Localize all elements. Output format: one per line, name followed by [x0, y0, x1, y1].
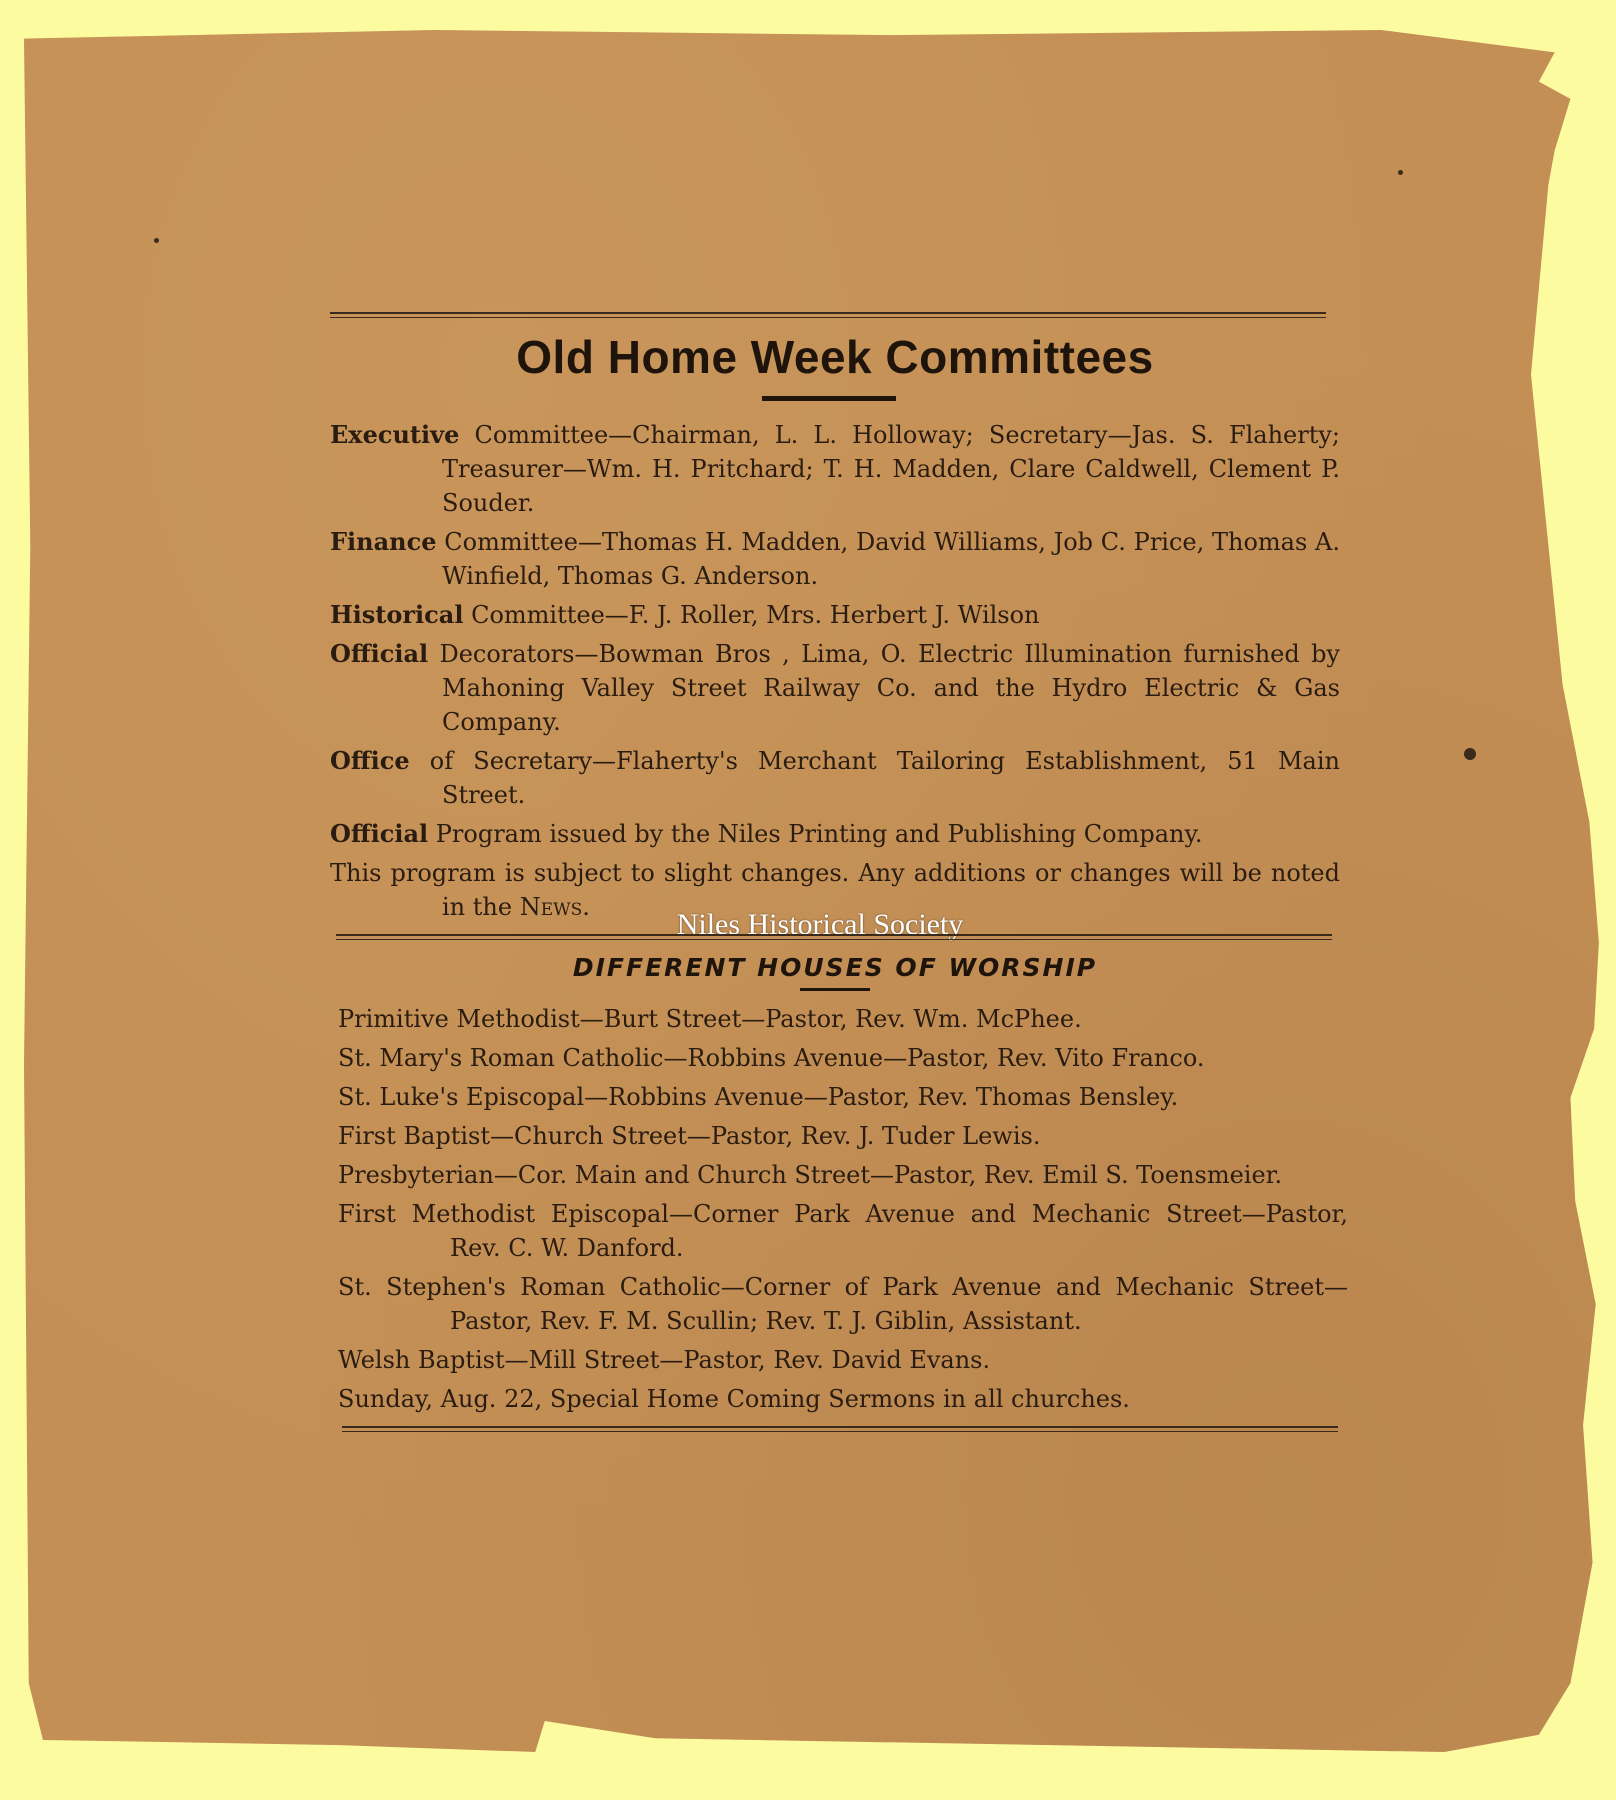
church-entry: Presbyterian—Cor. Main and Church Street—Pastor, Rev. Emil S. Toensmeier. — [338, 1161, 1283, 1189]
committee-list — [330, 418, 1340, 929]
bottom-rule — [342, 1426, 1338, 1432]
church-entry: St. Mary's Roman Catholic—Robbins Avenue—Pastor, Rev. Vito Franco. — [338, 1044, 1205, 1072]
worship-title-underline — [800, 988, 870, 991]
program-notice: This program is subject to slight changes. Any additions or changes will be noted in the News. — [330, 859, 1340, 921]
watermark: Niles Historical Society — [676, 908, 964, 941]
middle-rule — [336, 934, 1332, 940]
paper-speck — [154, 238, 159, 243]
paper-speck — [1398, 170, 1403, 175]
committee-entry: Finance Committee—Thomas H. Madden, David Williams, Job C. Price, Thomas A. Winfield, Thomas G. Anderson. — [330, 527, 1340, 590]
committee-entry: Office of Secretary—Flaherty's Merchant Tailoring Establishment, 51 Main Street. — [330, 746, 1340, 809]
church-entry: Welsh Baptist—Mill Street—Pastor, Rev. David Evans. — [338, 1346, 991, 1374]
special-sermons-entry: Sunday, Aug. 22, Special Home Coming Sermons in all churches. — [338, 1385, 1130, 1413]
church-entry: Primitive Methodist—Burt Street—Pastor, Rev. Wm. McPhee. — [338, 1005, 1082, 1033]
committee-entry: Executive Committee—Chairman, L. L. Holloway; Secretary—Jas. S. Flaherty; Treasurer—Wm. H. Pritchard; T. H. Madden, Clare Caldwell, Clement P. Souder. — [330, 420, 1340, 517]
church-list — [338, 1002, 1348, 1421]
committee-entry: Official Decorators—Bowman Bros , Lima, O. Electric Illumination furnished by Mahoning Valley Street Railway Co. and the Hydro Electric & Gas Company. — [330, 639, 1340, 736]
church-entry: First Methodist Episcopal—Corner Park Avenue and Mechanic Street—Pastor, Rev. C. W. Danford. — [338, 1200, 1349, 1262]
church-entry: First Baptist—Church Street—Pastor, Rev. J. Tuder Lewis. — [338, 1122, 1041, 1150]
church-entry: St. Luke's Episcopal—Robbins Avenue—Pastor, Rev. Thomas Bensley. — [338, 1083, 1179, 1111]
committee-entry: Official Program issued by the Niles Printing and Publishing Company. — [330, 819, 1203, 848]
paper-speck — [1464, 748, 1476, 760]
church-entry: St. Stephen's Roman Catholic—Corner of Park Avenue and Mechanic Street—Pastor, Rev. F. M. Scullin; Rev. T. J. Giblin, Assistant. — [338, 1273, 1349, 1335]
top-rule — [330, 312, 1326, 318]
worship-title: DIFFERENT HOUSES OF WORSHIP — [572, 953, 1098, 982]
title-underline — [762, 396, 896, 401]
page-title: Old Home Week Committees — [516, 331, 1154, 383]
committee-entry: Historical Committee—F. J. Roller, Mrs. Herbert J. Wilson — [330, 600, 1040, 629]
